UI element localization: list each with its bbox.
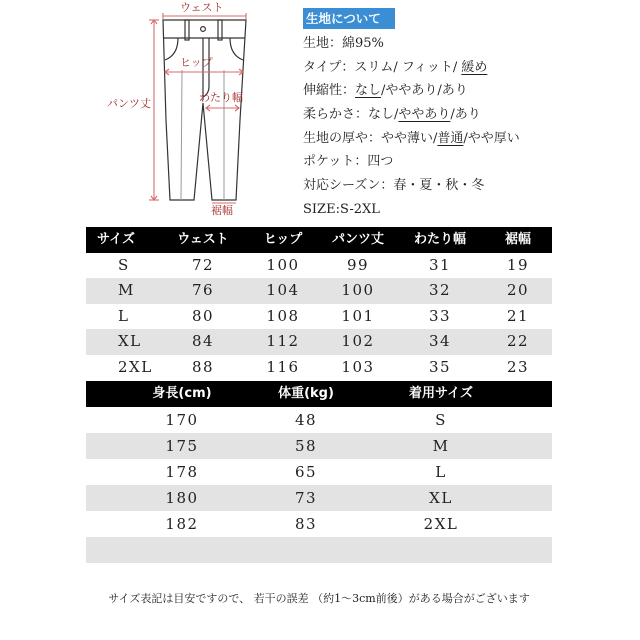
size-header-cell: ヒップ — [263, 232, 303, 247]
measurement-cell: 103 — [341, 357, 375, 376]
fabric-heading: 生地について — [303, 8, 395, 29]
fabric-spec-line — [303, 127, 623, 151]
size-table-header — [86, 227, 552, 253]
measurement-cell: 21 — [506, 306, 530, 325]
fit-value-cell: 65 — [294, 463, 318, 481]
measurement-cell: 100 — [266, 256, 300, 274]
belt-loop — [185, 20, 189, 40]
size-label-cell: L — [118, 306, 130, 325]
fabric-spec-line — [303, 150, 623, 174]
fit-value-cell: 170 — [165, 411, 199, 429]
fit-value-cell: 180 — [165, 489, 199, 507]
fabric-spec-text: 柔らかさ：なし/ — [303, 107, 399, 123]
measurement-cell: 99 — [346, 256, 370, 274]
left-pocket — [165, 38, 178, 60]
fit-table-row — [86, 485, 552, 511]
fit-table-row — [86, 511, 552, 537]
fabric-spec-text: /やや厚い — [463, 130, 520, 146]
fabric-spec-line — [303, 103, 623, 127]
size-label-cell: M — [118, 281, 135, 300]
measurement-cell: 80 — [191, 306, 215, 325]
selected-option: なし — [355, 83, 382, 99]
fabric-spec-text: /あり — [450, 107, 481, 123]
fit-header-cell: 体重(kg) — [278, 386, 334, 401]
fit-value-cell: 175 — [165, 437, 199, 455]
size-label-cell: XL — [118, 332, 142, 351]
size-table-row — [86, 304, 552, 329]
fit-table-row — [86, 433, 552, 459]
measurement-cell: 19 — [506, 256, 530, 274]
fabric-spec-text: /ややあり/あり — [381, 83, 468, 99]
fit-table-header — [86, 381, 552, 407]
measurement-cell: 32 — [428, 281, 452, 300]
fit-header-cell: 着用サイズ — [409, 386, 473, 401]
measurement-cell: 72 — [191, 256, 215, 274]
size-header-cell: サイズ — [97, 232, 135, 247]
size-table-row — [86, 329, 552, 354]
right-pocket — [230, 38, 243, 60]
measurement-cell: 23 — [506, 357, 530, 376]
measurement-cell: 34 — [428, 332, 452, 351]
measurement-cell: 104 — [266, 281, 300, 300]
fit-value-cell: 182 — [165, 515, 199, 533]
fabric-spec-line — [303, 56, 623, 80]
measurement-cell: 112 — [266, 332, 300, 351]
selected-option: ややあり — [398, 107, 451, 123]
measurement-cell: 20 — [506, 281, 530, 300]
size-header-cell: パンツ丈 — [331, 232, 384, 247]
measurement-cell: 22 — [506, 332, 530, 351]
fabric-spec-text: タイプ：スリム/ フィット/ — [303, 59, 462, 75]
size-header-cell: わたり幅 — [413, 232, 466, 247]
fabric-spec-text: 対応シーズン：春・夏・秋・冬 — [303, 178, 485, 194]
fit-value-cell: L — [435, 463, 447, 481]
fit-table-empty-row — [86, 537, 552, 563]
fit-value-cell: 58 — [294, 437, 318, 455]
fit-value-cell: 48 — [294, 411, 318, 429]
belt-loop — [218, 20, 222, 40]
size-header-cell: 裾幅 — [504, 232, 531, 247]
length-label: パンツ丈 — [107, 97, 151, 110]
fabric-spec-list — [303, 32, 623, 222]
measurement-cell: 88 — [191, 357, 215, 376]
pants-drawing — [163, 20, 246, 200]
fit-value-cell: 83 — [294, 515, 318, 533]
size-chart-table — [86, 227, 552, 380]
size-disclaimer: サイズ表記は目安ですので、 若干の誤差 （約1～3cm前後）がある場合がございます — [108, 592, 530, 605]
thigh-measure-line — [206, 105, 239, 111]
measurement-cell: 33 — [428, 306, 452, 325]
pants-measurement-diagram — [0, 0, 300, 225]
hip-measure-line — [165, 69, 243, 75]
fabric-spec-line — [303, 198, 623, 222]
pants-outline — [163, 20, 246, 200]
size-table-row — [86, 253, 552, 278]
button-icon — [201, 27, 206, 32]
measurement-cell: 35 — [428, 357, 452, 376]
fit-value-cell: 2XL — [423, 515, 459, 533]
fabric-spec-line — [303, 32, 623, 56]
fabric-spec-line — [303, 79, 623, 103]
thigh-label: わたり幅 — [199, 91, 243, 104]
hip-label: ヒップ — [180, 56, 213, 69]
measurement-cell: 84 — [191, 332, 215, 351]
fabric-spec-text: 生地：綿95% — [303, 36, 384, 51]
waist-label: ウェスト — [180, 1, 224, 14]
measurement-cell: 101 — [341, 306, 375, 325]
fit-value-cell: 73 — [294, 489, 318, 507]
fabric-spec-line — [303, 174, 623, 198]
size-label-cell: 2XL — [118, 357, 153, 376]
measurement-cell: 76 — [191, 281, 215, 300]
fit-guide-table — [86, 381, 552, 563]
measurement-cell: 116 — [266, 357, 300, 376]
size-table-row — [86, 355, 552, 380]
fabric-spec-text: 伸縮性： — [303, 83, 356, 99]
measurement-cell: 31 — [428, 256, 452, 274]
measurement-cell: 100 — [341, 281, 375, 300]
size-header-cell: ウェスト — [177, 232, 229, 247]
selected-option: 普通 — [437, 130, 464, 146]
fit-value-cell: 178 — [165, 463, 199, 481]
fit-header-cell: 身長(cm) — [152, 386, 212, 401]
size-label-cell: S — [118, 256, 130, 274]
fit-table-row — [86, 459, 552, 485]
size-table-row — [86, 278, 552, 303]
pants-illustration — [0, 0, 300, 225]
hem-label: 裾幅 — [211, 204, 233, 217]
measurement-cell: 102 — [341, 332, 375, 351]
fit-table-row — [86, 407, 552, 433]
fabric-spec-text: SIZE:S-2XL — [303, 201, 380, 217]
length-measure-line — [149, 20, 159, 200]
measurement-cell: 108 — [266, 306, 300, 325]
fit-value-cell: XL — [429, 489, 453, 507]
fit-value-cell: S — [435, 411, 447, 429]
fabric-spec-text: 生地の厚や：やや薄い/ — [303, 130, 438, 146]
fabric-spec-text: ポケット：四つ — [303, 154, 394, 170]
selected-option: 緩め — [461, 59, 488, 75]
fit-value-cell: M — [432, 437, 450, 455]
left-leg-crease — [181, 70, 182, 200]
